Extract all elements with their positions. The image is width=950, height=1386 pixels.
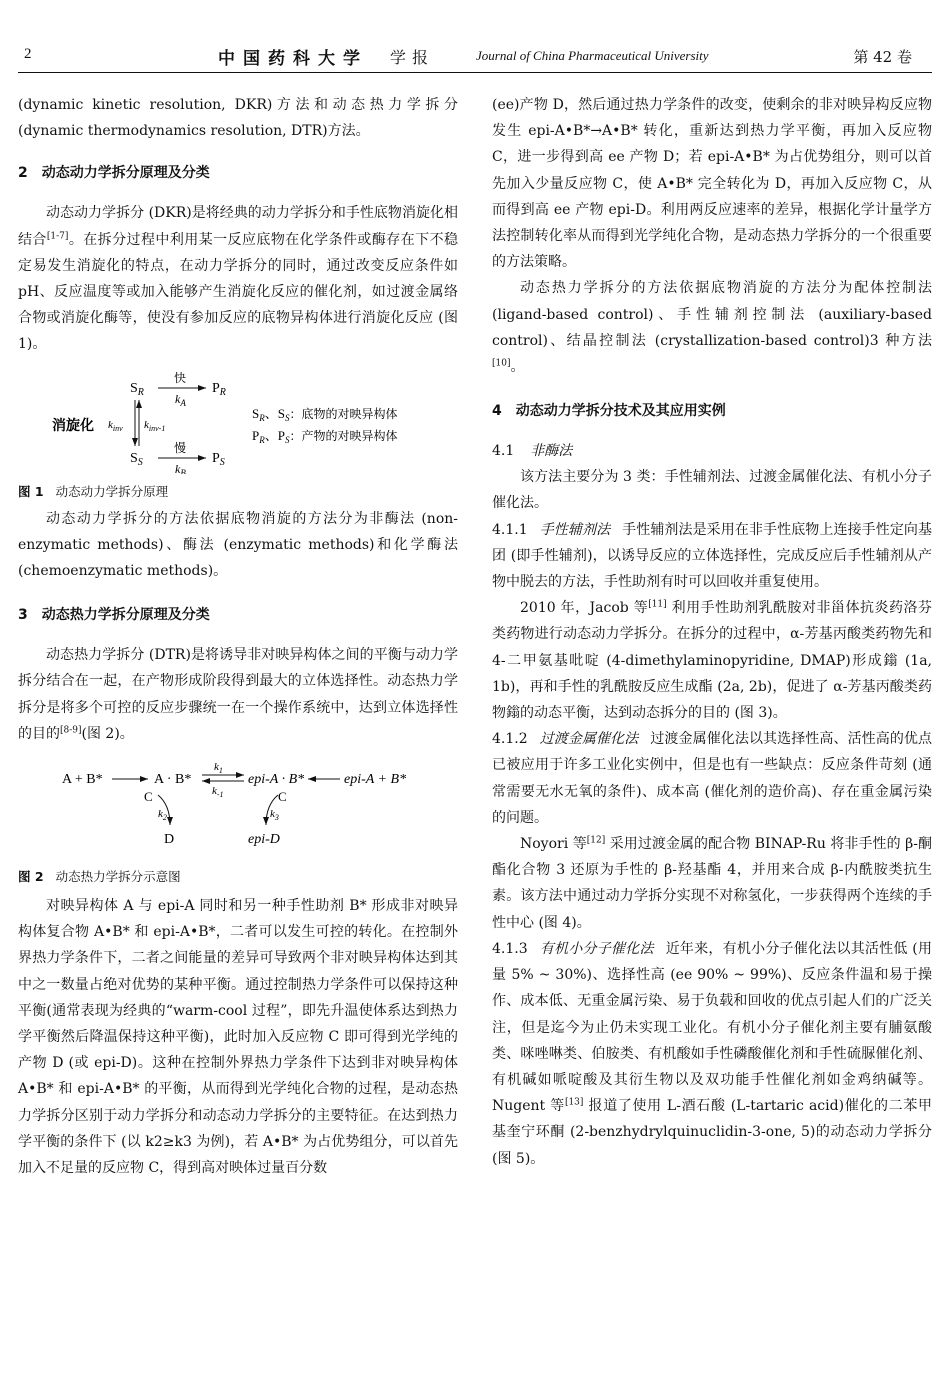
reagent-c-right: C [278,789,287,805]
reactants-epi-a-b: epi-A + B* [344,772,407,788]
product-epi-d: epi-D [248,832,280,848]
citation-1-7: [1-7] [46,230,69,241]
rate-k2: $k_2$ [158,808,167,823]
left-column [18,92,458,1181]
paragraph-transition-metal: 4.1.2 过渡金属催化法 过渡金属催化法以其选择性高、活性高的优点已被应用于许多工业化实例中，但是也有一些缺点：反应条件苛刻 (通常需要无水无氧的条件)、成本高 (催化剂的造价高)、存在重金属污染的问题。 [492,731,933,826]
reactants-a-b: A + B* [62,772,103,788]
citation-8-9: [8-9] [60,725,82,736]
rate-k3: $k_3$ [270,808,279,823]
citation-10: [10] [492,358,511,369]
slow-label: 慢 [174,440,187,455]
fast-label: 快 [174,370,187,385]
paragraph-jacob-example: 2010 年，Jacob 等[11] 利用手性助剂乳酰胺对非甾体抗炎药洛芬类药物进行动态动力学拆分。在拆分的过程中，α-芳基丙酸类药物先和 4-二甲氨基吡啶 (4-dimethylaminopyridine, DMAP)形成鎓 (1a, 1b)，再和手性的乳酰胺反应生成酯 (2a, 2b)，促进了 α-芳基丙酸类药物鎓的动态平衡，达到动态拆分的目的 (图 3)。 [492,599,932,722]
figure-2-svg [18,759,458,855]
substrate-sr: $S_R$ [130,380,144,398]
rate-ka: $k_A$ [175,391,186,408]
paragraph-dkr-methods: 动态动力学拆分的方法依据底物消旋的方法分为非酶法 (non-enzymatic methods)、酶法 (enzymatic methods)和化学酶法 (chemoenzymatic methods)。 [18,510,458,580]
subsection-4-1-heading: 4.1 非酶法 [492,443,573,460]
citation-13: [13] [564,1097,584,1108]
paragraph-dtr-continued: (ee)产物 D，然后通过热力学条件的改变，使剩余的非对映异构反应物发生 epi-A•B*→A•B* 转化，重新达到热力学平衡，再加入反应物 C，进一步得到高 ee 产物 D；若 epi-A•B* 为占优势组分，则可以首先加入少量反应物 C，使 A•B* 完全转化为 D，再加入反应物 C，从而得到高 ee 产物 epi-D。利用两反应速率的差异，根据化学计量学方法控制转化率从而得到光学纯化合物，是动态热力学拆分的一个很重要的方法策略。 [492,97,932,271]
figure-1-svg [18,364,458,474]
figure-2-caption: 图 2 动态热力学拆分示意图 [18,869,181,885]
figure-1-caption: 图 1 动态动力学拆分原理 [18,483,169,499]
paragraph-dkr-definition: 动态动力学拆分 (DKR)是将经典的动力学拆分和手性底物消旋化相结合[1-7]。在拆分过程中利用某一反应底物在化学条件或酶存在下不稳定易发生消旋化的特点，在动力学拆分的同时，通过改变反应条件如 pH、反应温度等或加入能够产生消旋化反应的催化剂，如过渡金属络合物或消旋化酶等，使没有参加反应的底物异构体进行消旋化反应 (图 1)。 [18,205,459,353]
citation-12: [12] [586,835,606,846]
running-header [18,40,932,73]
paragraph-dtr-mechanism: 对映异构体 A 与 epi-A 同时和另一种手性助剂 B* 形成非对映异构体复合物 A•B* 和 epi-A•B*，二者可以发生可控的转化。在控制外界热力学条件下，二者之间能量的差异可导致两个非对映异构体达到其中之一数量占绝对优势的某种平衡。通过控制热力学条件可以保持这种平衡(通常表现为经典的“warm-cool 过程”，即先升温使体系达到热力学平衡然后降温保持这种平衡)，此时加入反应物 C 即可得到光学纯的产物 D (或 epi-D)。这种在控制外界热力学条件下达到非对映异构体 A•B* 和 epi-A•B* 的平衡，从而得到光学纯化合物的过程，是动态热力学拆分区别于动力学拆分和动态动力学拆分的主要特征。在达到热力学平衡的条件下 (以 k2≥k3 为例)，若 A•B* 为占优势组分，可以首先加入不足量的反应物 C，得到高对映体过量百分数 [18,898,458,1177]
paragraph-organocatalysis: 4.1.3 有机小分子催化法 近年来，有机小分子催化法以其活性低 (用量 5% ~ 30%)、选择性高 (ee 90% ~ 99%)、反应条件温和易于操作、成本低、无重金属污染、易于负载和回收的优点引起人们的广泛关注，但是迄今为止仍未实现工业化。有机小分子催化剂主要有脯氨酸类、咪唑啉类、伯胺类、有机酸如手性磷酸催化剂和手性硫脲催化剂、有机碱如哌啶酸及其衍生物以及双功能手性催化剂如金鸡纳碱等。Nugent 等[13] 报道了使用 L-酒石酸 (L-tartaric acid)催化的二苯甲基奎宁环酮 (2-benzhydrylquinuclidin-3-one, 5)的动态动力学拆分 (图 5)。 [492,940,933,1167]
product-pr: $P_R$ [212,380,226,398]
substrate-ss: $S_S$ [130,450,143,468]
paragraph-noyori-example: Noyori 等[12] 采用过渡金属的配合物 BINAP-Ru 将非手性的 β-酮酯化合物 3 还原为手性的 β-羟基酯 4，并用来合成 β-内酰胺类抗生素。该方法中通过动力学拆分实现不对称氢化，一步获得两个连续的手性中心 (图 4)。 [492,835,933,931]
subsection-4-1-2-title: 过渡金属催化法 [539,731,639,748]
product-ps: $P_S$ [212,450,225,468]
rate-kb: $k_B$ [175,461,186,474]
paragraph-non-enzymatic: 该方法主要分为 3 类：手性辅剂法、过渡金属催化法、有机小分子催化法。 [492,469,932,512]
journal-name-en: Journal of China Pharmaceutical University [476,48,709,63]
racemization-label: 消旋化 [52,418,94,434]
figure-2-diagram [18,759,458,855]
reagent-c-left: C [144,789,153,805]
rate-kinv-1: $k_{inv-1}$ [144,418,166,433]
subsection-4-1-2-number: 4.1.2 [492,731,528,748]
paragraph-dtr-definition: 动态热力学拆分 (DTR)是将诱导非对映异构体之间的平衡与动力学拆分结合在一起，在产物形成阶段得到最大的立体选择性。动态热力学拆分是将多个可控的反应步骤统一在一个操作系统中，达到立体选择性的目的[8-9](图 2)。 [18,647,458,742]
subsection-4-1-3-title: 有机小分子催化法 [539,940,654,957]
section-3-heading: 3 动态热力学拆分原理及分类 [18,607,210,624]
paragraph-chiral-auxiliary: 4.1.1 手性辅剂法 手性辅剂法是采用在非手性底物上连接手性定向基团 (即手性辅剂)，以诱导反应的立体选择性，完成反应后手性辅剂从产物中脱去的方法，手性助剂有时可以回收并重复使用。 [492,521,933,591]
figure-1-diagram [18,364,458,474]
volume-label: 第 42 卷 [853,48,912,66]
rate-k1: $k_1$ [214,761,223,776]
section-4-heading: 4 动态动力学拆分技术及其应用实例 [492,403,726,420]
citation-11: [11] [648,599,667,610]
legend-substrates: $S_R$、$S_S$：底物的对映异构体 [252,405,398,423]
journal-name-cn: 中国药科大学 [218,49,368,69]
product-d: D [164,832,175,848]
legend-products: $P_R$、$P_S$：产物的对映异构体 [252,427,398,445]
right-column [492,92,932,1172]
section-2-heading: 2 动态动力学拆分原理及分类 [18,165,210,182]
rate-kinv: $k_{inv}$ [108,418,123,433]
complex-a-b: A · B* [154,772,192,788]
subsection-4-1-1-number: 4.1.1 [492,521,528,538]
paragraph-intro-tail: (dynamic kinetic resolution, DKR)方法和动态热力学拆分(dynamic thermodynamics resolution, DTR)方法。 [18,97,458,140]
subsection-4-1-1-title: 手性辅剂法 [539,521,611,538]
complex-epi-a-b: epi-A · B* [248,772,305,788]
journal-name-cn-tail: 学报 [390,48,435,67]
subsection-4-1-3-number: 4.1.3 [492,940,528,957]
page-number: 2 [24,46,32,62]
paragraph-dtr-methods: 动态热力学拆分的方法依据底物消旋的方法分为配体控制法 (ligand-based control)、手性辅剂控制法 (auxiliary-based control)、结晶控制法 (crystallization-based control)3 种方法[10]。 [492,280,932,376]
rate-k-1: $k_{-1}$ [212,785,224,800]
